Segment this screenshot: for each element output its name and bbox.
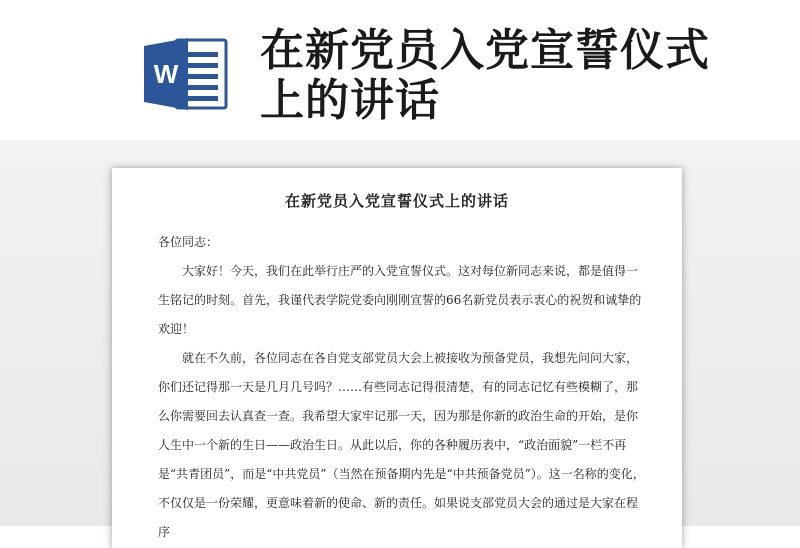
header [0, 0, 800, 140]
word-document-icon [142, 34, 230, 114]
document-preview-area [0, 140, 800, 539]
document-body [158, 228, 646, 547]
paragraph: 就在不久前，各位同志在各自党支部党员大会上被接收为预备党员，我想先问问大家，你们还记得那一天是几月几号吗？……有些同志记得很清楚，有的同志记忆有些模糊了，那么你需要回去认真查一查。我希望大家牢记那一天，因为那是你新的政治生命的开始，是你人生中一个新的生日——政治生日。从此以后，你的各种履历表中，“政治面貌”一栏不再是“共青团员”，而是“中共党员”（当然在预备期内先是“中共预备党员”）。这一名称的变化，不仅仅是一份荣耀，更意味着新的使命、新的责任。如果说支部党员大会的通过是大家在程序 [158, 351, 645, 539]
salutation: 各位同志： [158, 235, 219, 249]
page-title: 在新党员入党宣誓仪式上的讲话 [260, 25, 710, 126]
svg-text:W: W [153, 59, 179, 89]
document-page [112, 168, 682, 548]
paragraph: 大家好！今天，我们在此举行庄严的入党宣誓仪式。这对每位新同志来说，都是值得一生铭记的时刻。首先，我谨代表学院党委向刚刚宣誓的66名新党员表示衷心的祝贺和诚挚的欢迎！ [158, 264, 642, 336]
document-title: 在新党员入党宣誓仪式上的讲话 [284, 192, 509, 210]
